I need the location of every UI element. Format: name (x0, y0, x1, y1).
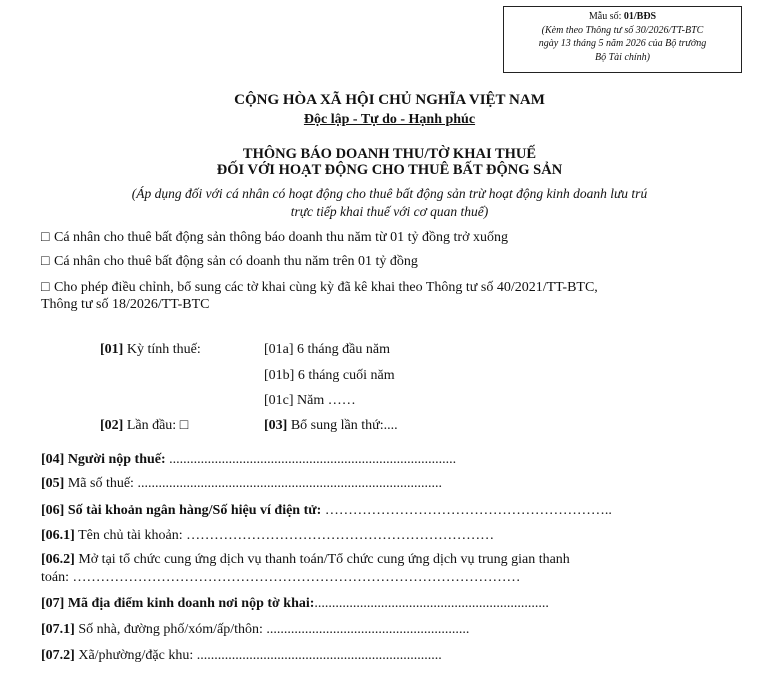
taxpayer-name-field[interactable]: [04] Người nộp thuế: .................................................................................. (41, 452, 457, 467)
payment-provider-field-line2[interactable]: toán: …………………………………………………………………………………… (41, 570, 521, 585)
business-location-code-field[interactable]: [07] Mã địa điểm kinh doanh nơi nộp tờ khai:................................................................... (41, 596, 549, 611)
tax-period-year[interactable]: [01c] Năm …… (264, 393, 356, 408)
form-ref-line: Bộ Tài chính) (595, 51, 650, 63)
first-time-field[interactable]: [02] Lần đầu: □ (100, 418, 189, 433)
payment-provider-field[interactable]: [06.2] Mở tại tổ chức cung ứng dịch vụ thanh toán/Tổ chức cung ứng dịch vụ trung gian thanh (41, 552, 570, 567)
checkbox-icon[interactable]: □ (41, 254, 50, 269)
document-subtitle-line1: (Áp dụng đối với cá nhân có hoạt động cho thuê bất động sản trừ hoạt động kinh doanh lưu trú (131, 186, 648, 201)
checkbox-icon[interactable]: □ (41, 230, 50, 245)
form-number: Mẫu số: 01/BĐS (588, 11, 657, 22)
document-title-line1: THÔNG BÁO DOANH THU/TỜ KHAI THUẾ (242, 146, 537, 162)
option-revenue-over-1b[interactable]: □ Cá nhân cho thuê bất động sản có doanh thu năm trên 01 tỷ đồng (41, 254, 418, 269)
tax-period-label: [01] Kỳ tính thuế: (100, 342, 201, 357)
street-address-field[interactable]: [07.1] Số nhà, đường phố/xóm/ấp/thôn: .......................................................... (41, 622, 470, 637)
option-allow-adjustment-line2: Thông tư số 18/2026/TT-BTC (41, 297, 210, 312)
form-ref-line: ngày 13 tháng 5 năm 2026 của Bộ trưởng (538, 38, 707, 49)
document-title-line2: ĐỐI VỚI HOẠT ĐỘNG CHO THUÊ BẤT ĐỘNG SẢN (216, 162, 563, 178)
form-ref-line: (Kèm theo Thông tư số 30/2026/TT-BTC (541, 24, 704, 36)
national-motto: Độc lập - Tự do - Hạnh phúc (303, 112, 476, 127)
checkbox-icon[interactable]: □ (41, 280, 50, 295)
option-revenue-under-1b[interactable]: □ Cá nhân cho thuê bất động sản thông báo doanh thu năm từ 01 tỷ đồng trở xuống (41, 230, 508, 245)
document-subtitle-line2: trực tiếp khai thuế với cơ quan thuế) (290, 204, 489, 219)
tax-code-field[interactable]: [05] Mã số thuế: ....................................................................................... (41, 476, 442, 491)
nation-title: CỘNG HÒA XÃ HỘI CHỦ NGHĨA VIỆT NAM (234, 92, 545, 108)
ward-field[interactable]: [07.2] Xã/phường/đặc khu: ...................................................................... (41, 648, 442, 663)
tax-period-second-half[interactable]: [01b] 6 tháng cuối năm (264, 368, 395, 383)
account-holder-field[interactable]: [06.1] Tên chủ tài khoản: ………………………………………………………… (41, 528, 495, 543)
supplement-number-field[interactable]: [03] Bổ sung lần thứ:.... (264, 418, 398, 433)
tax-period-first-half[interactable]: [01a] 6 tháng đầu năm (264, 342, 390, 357)
option-allow-adjustment[interactable]: □ Cho phép điều chỉnh, bổ sung các tờ khai cùng kỳ đã kê khai theo Thông tư số 40/2021/TT-BTC, (41, 280, 598, 295)
bank-account-field[interactable]: [06] Số tài khoản ngân hàng/Số hiệu ví điện tử: …………………………………………………….. (41, 503, 612, 518)
form-number-box (503, 6, 742, 73)
